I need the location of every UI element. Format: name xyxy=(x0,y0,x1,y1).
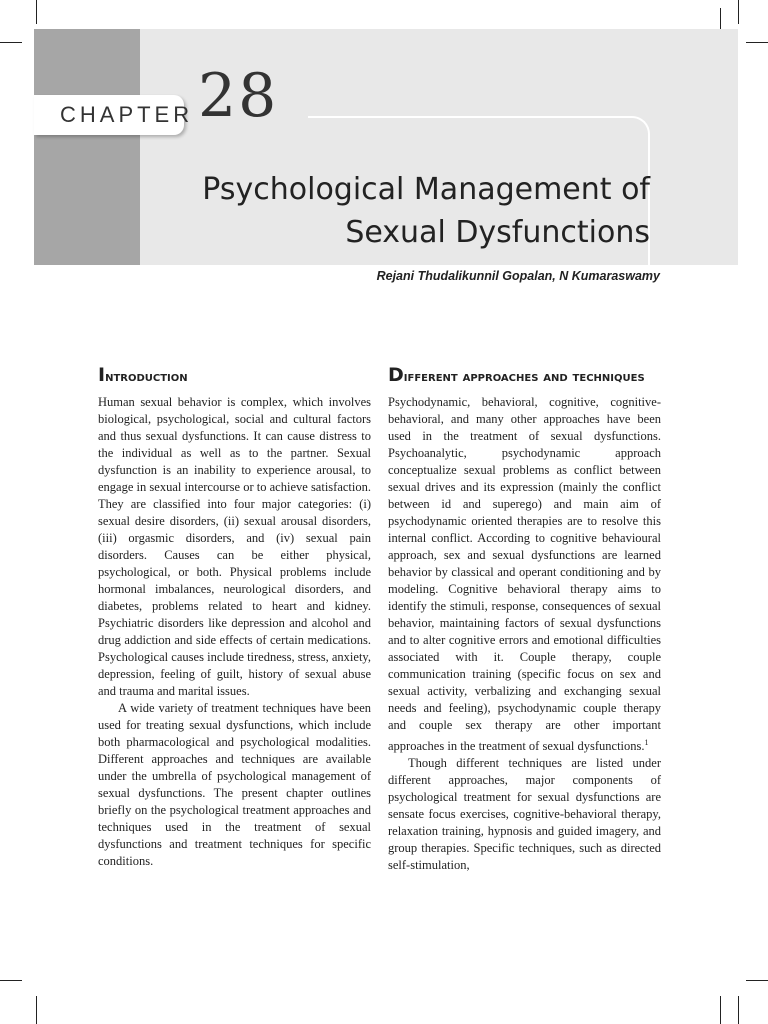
introduction-paragraph-2: A wide variety of treatment techniques have been used for treating sexual dysfunctions, which include both pharmacological and psychological modalities. Different approaches and techniques are available under the umbrella of psychological management of sexual dysfunctions. The present chapter outlines briefly on the psychological treatment approaches and techniques used in the treatment of sexual dysfunctions and treatment techniques for specific conditions. xyxy=(98,701,371,868)
right-column xyxy=(388,364,661,874)
crop-mark xyxy=(36,996,37,1024)
crop-mark xyxy=(720,8,721,30)
chapter-title-line-1: Psychological Management of xyxy=(202,172,650,207)
heading-rest: ntroduction xyxy=(105,369,188,385)
heading-initial: D xyxy=(388,364,404,386)
chapter-tab xyxy=(34,95,194,135)
crop-mark xyxy=(0,980,22,981)
crop-mark xyxy=(738,996,739,1024)
introduction-heading xyxy=(98,364,371,388)
footnote-marker: 1 xyxy=(644,738,649,747)
crop-mark xyxy=(0,42,22,43)
heading-rest: ifferent approaches and techniques xyxy=(403,369,645,385)
crop-mark xyxy=(746,42,768,43)
crop-mark xyxy=(720,996,721,1024)
crop-mark xyxy=(36,0,37,24)
heading-initial: I xyxy=(98,364,106,386)
chapter-title xyxy=(202,168,650,254)
chapter-authors: Rejani Thudalikunnil Gopalan, N Kumaraswamy xyxy=(376,269,660,283)
banner-side-block xyxy=(34,29,140,265)
chapter-title-line-2: Sexual Dysfunctions xyxy=(345,215,650,250)
chapter-label: CHAPTER xyxy=(60,102,194,127)
approaches-paragraph-1-text: Psychodynamic, behavioral, cognitive, cognitive-behavioral, and many other approaches have been used in the treatment of sexual dysfunctions. Psychoanalytic, psychodynamic approach conceptualize sexual problems as conflict between sexual drives and its expression (mainly the conflict between id and superego) and main aim of psychodynamic oriented therapies are to resolve this internal conflict. According to cognitive behavioural approach, sex and sexual dysfunctions are learned behavior by classical and operant conditioning and by modeling. Cognitive behavioral therapy aims to identify the stimuli, response, consequences of sexual behavior, maintaining factors of sexual dysfunctions and to alter cognitive errors and emotional difficulties associated with it. Couple therapy, couple communication training (specific focus on sex and sexual activity, verbalizing and exchanging sexual needs and feeling), psychodynamic couple therapy and couple sex therapy are other important approaches in the treatment of sexual dysfunctions. xyxy=(388,395,661,754)
approaches-paragraph-2: Though different techniques are listed under different approaches, major components of psychological treatment for sexual dysfunctions are sensate focus exercises, cognitive-behavioral therapy, relaxation training, hypnosis and guided imagery, and group therapies. Specific techniques, such as directed self-stimulation, xyxy=(388,756,661,873)
approaches-paragraph-1 xyxy=(388,394,661,755)
crop-mark xyxy=(746,980,768,981)
approaches-heading xyxy=(388,364,661,388)
left-column xyxy=(98,364,371,870)
introduction-paragraph-1: Human sexual behavior is complex, which involves biological, psychological, social and cultural factors and thus sexual dysfunctions. It can cause distress to the individual as well as to the partner. Sexual dysfunction is an inability to experience arousal, to engage in sexual intercourse or to achieve satisfaction. They are classified into four major categories: (i) sexual desire disorders, (ii) sexual arousal disorders, (iii) orgasmic disorders, and (iv) sexual pain disorders. Causes can be either physical, psychological, or both. Physical problems include hormonal imbalances, neurological disorders, and diabetes, problems related to heart and kidney. Psychiatric disorders like depression and alcohol and drug addiction and side effects of certain medications. Psychological causes include tiredness, stress, anxiety, depression, feeling of guilt, history of sexual abuse and trauma and marital issues. xyxy=(98,395,371,698)
crop-mark xyxy=(738,0,739,24)
chapter-number: 28 xyxy=(198,61,279,131)
